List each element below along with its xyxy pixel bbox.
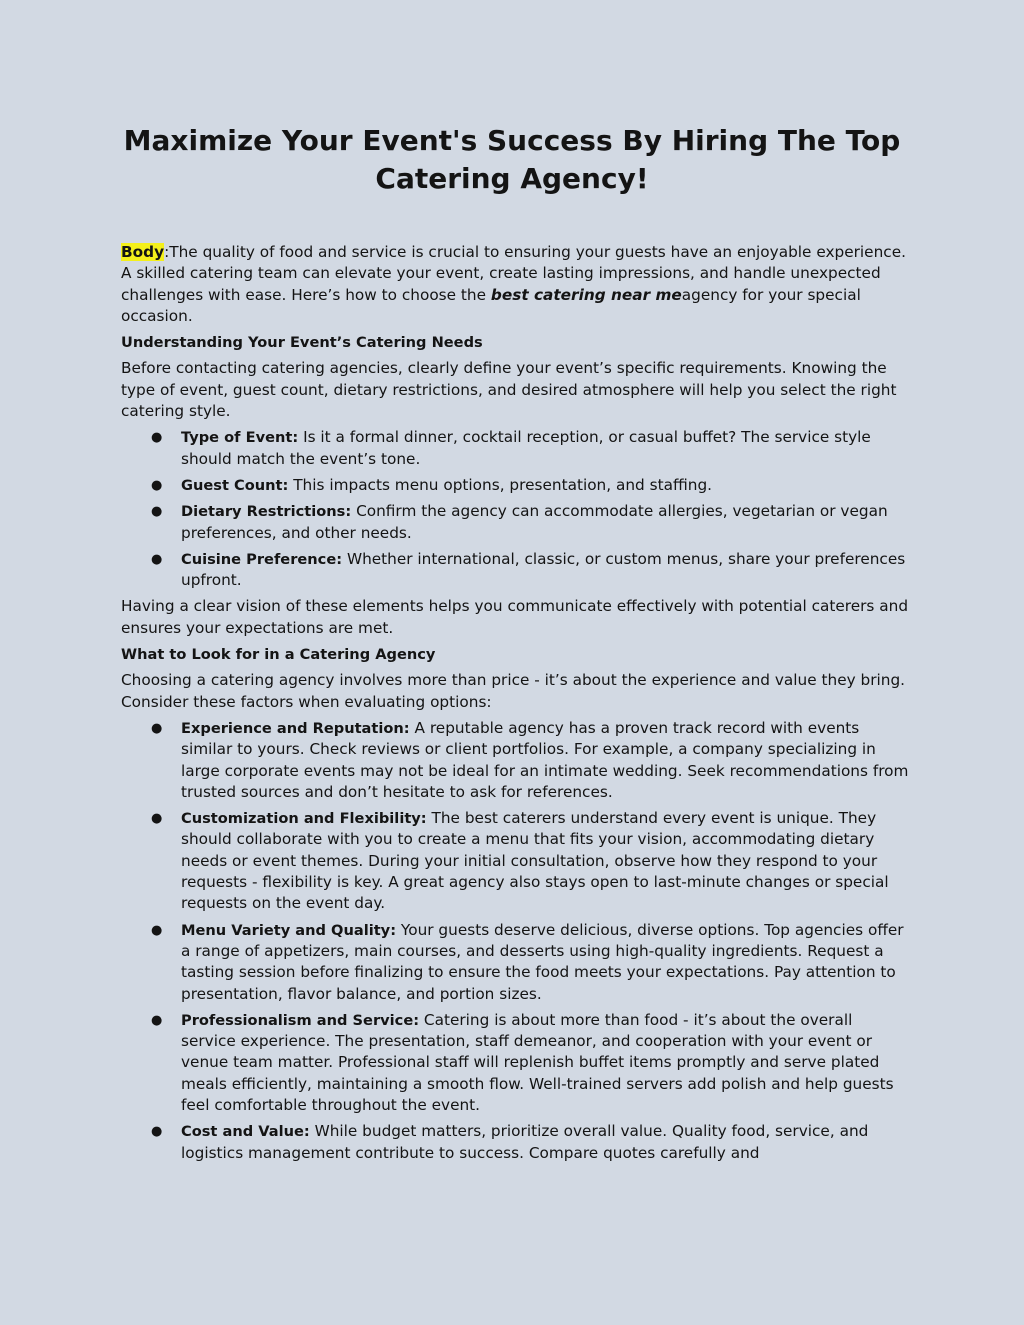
- intro-tail: agency for your special occasion.: [121, 285, 861, 325]
- section-paragraph-needs: Before contacting catering agencies, clearly define your event’s specific requirements. Knowing the type of event, guest count, dietary restrictions, and desired atmosphere will help you select the right catering style.: [121, 359, 897, 421]
- intro-text: The quality of food and service is crucial to ensuring your guests have an enjoyable experience. A skilled catering team can elevate your event, create lasting impressions, and handle unexpected challenges with ease. Here’s how to choose the: [121, 243, 906, 304]
- section-paragraph-agency: Choosing a catering agency involves more than price - it’s about the experience and value they bring. Consider these factors when evaluating options:: [121, 671, 906, 711]
- item-lead: Professionalism and Service:: [181, 1011, 420, 1029]
- list-item: [121, 501, 911, 544]
- item-lead: Menu Variety and Quality:: [181, 921, 397, 939]
- body-label: Body: [121, 243, 165, 261]
- item-lead: Customization and Flexibility:: [181, 810, 427, 828]
- item-text: Confirm the agency can accommodate allergies, vegetarian or vegan preferences, and other needs.: [181, 502, 888, 542]
- bullet-icon: ●: [151, 504, 163, 520]
- title-line-1: Maximize Your Event's Success By Hiring The Top: [123, 124, 901, 157]
- bullet-icon: ●: [151, 1012, 163, 1028]
- item-lead: Experience and Reputation:: [181, 719, 410, 737]
- list-item: [121, 1010, 911, 1116]
- list-item: [121, 427, 911, 470]
- bullet-icon: ●: [151, 922, 163, 938]
- list-item: [121, 549, 911, 592]
- item-lead: Dietary Restrictions:: [181, 503, 352, 521]
- section-closing-needs: Having a clear vision of these elements helps you communicate effectively with potential caterers and ensures your expectations are met.: [121, 597, 909, 637]
- bullet-icon: ●: [151, 430, 163, 446]
- list-item: [121, 920, 911, 1005]
- document-body: [121, 242, 911, 1169]
- item-lead: Guest Count:: [181, 476, 289, 494]
- page-title: [120, 122, 904, 198]
- item-text: Is it a formal dinner, cocktail reception, or casual buffet? The service style should match the event’s tone.: [181, 428, 871, 468]
- section-heading-needs: Understanding Your Event’s Catering Needs: [121, 334, 483, 352]
- item-lead: Cost and Value:: [181, 1123, 310, 1141]
- bullet-icon: ●: [151, 1124, 163, 1140]
- item-text: While budget matters, prioritize overall value. Quality food, service, and logistics management contribute to success. Compare quotes carefully and: [181, 1122, 869, 1162]
- item-text: Catering is about more than food - it’s about the overall service experience. The presentation, staff demeanor, and cooperation with your event or venue team matter. Professional staff will replenish buffet items promptly and serve plated meals efficiently, maintaining a smooth flow. Well-trained servers add polish and help guests feel comfortable throughout the event.: [181, 1010, 894, 1114]
- item-text: This impacts menu options, presentation, and staffing.: [288, 475, 713, 494]
- item-text: Whether international, classic, or custom menus, share your preferences upfront.: [181, 549, 906, 590]
- item-lead: Type of Event:: [181, 429, 299, 447]
- item-text: Your guests deserve delicious, diverse options. Top agencies offer a range of appetizers, main courses, and desserts using high-quality ingredients. Request a tasting session before finalizing to ensure the food meets your expectations. Pay attention to presentation, flavor balance, and portion sizes.: [181, 920, 904, 1003]
- intro-emphasis: best catering near me: [490, 285, 682, 304]
- agency-factors-list: [121, 718, 911, 1164]
- bullet-icon: ●: [151, 811, 163, 827]
- bullet-icon: ●: [151, 720, 163, 736]
- bullet-icon: ●: [151, 477, 163, 493]
- item-lead: Cuisine Preference:: [181, 550, 343, 568]
- list-item: [121, 808, 911, 914]
- bullet-icon: ●: [151, 551, 163, 567]
- title-line-2: Catering Agency!: [375, 162, 649, 195]
- item-text: The best caterers understand every event is unique. They should collaborate with you to create a menu that fits your vision, accommodating dietary needs or event themes. During your initial consultation, observe how they respond to your requests - flexibility is key. A great agency also stays open to last-minute changes or special requests on the event day.: [181, 809, 889, 913]
- body-colon: :: [164, 243, 170, 261]
- needs-list: [121, 427, 911, 591]
- intro-paragraph: [121, 242, 911, 327]
- section-heading-agency: What to Look for in a Catering Agency: [121, 646, 436, 664]
- list-item: [121, 475, 911, 496]
- list-item: [121, 718, 911, 803]
- item-text: A reputable agency has a proven track record with events similar to yours. Check reviews or client portfolios. For example, a company specializing in large corporate events may not be ideal for an intimate wedding. Seek recommendations from trusted sources and don’t hesitate to ask for references.: [181, 718, 909, 801]
- list-item: [121, 1121, 911, 1164]
